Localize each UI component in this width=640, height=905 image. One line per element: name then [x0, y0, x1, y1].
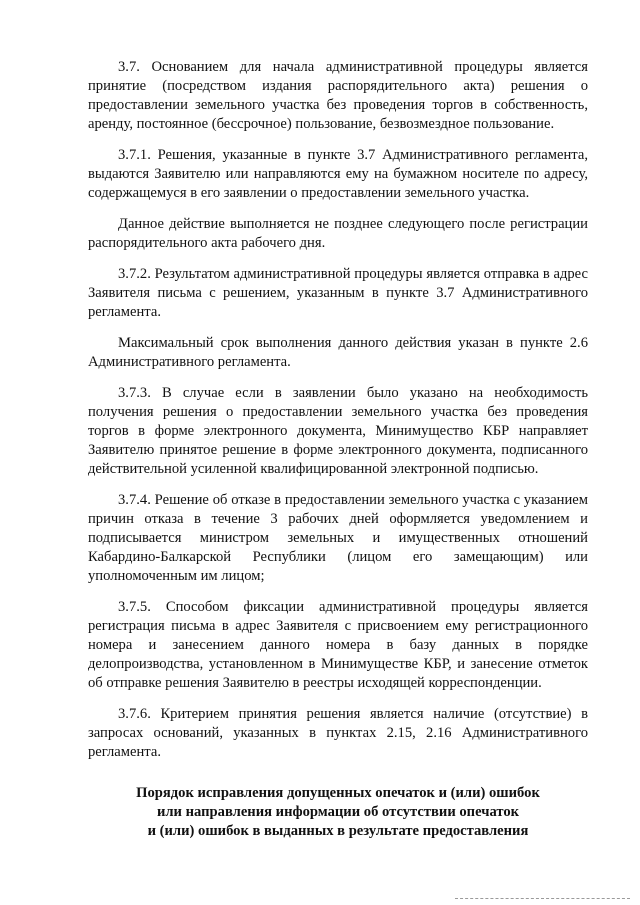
paragraph-action-deadline: Данное действие выполняется не позднее следующего после регистрации распорядительного акта рабочего дня. [88, 216, 588, 251]
paragraph-max-duration: Максимальный срок выполнения данного действия указан в пункте 2.6 Административного регламента. [88, 335, 588, 370]
document-page [88, 58, 588, 841]
scan-edge-line [455, 898, 630, 899]
heading-line: и (или) ошибок в выданных в результате предоставления [147, 823, 529, 839]
paragraph-3-7: 3.7. Основанием для начала административной процедуры является принятие (посредством издания распорядительного акта) решения о предоставлении земельного участка без проведения торгов в собственность, аренду, постоянное (бессрочное) пользование, безвозмездное пользование. [88, 59, 588, 132]
section-heading [88, 784, 588, 841]
paragraph-3-7-4: 3.7.4. Решение об отказе в предоставлении земельного участка с указанием причин отказа в течение 3 рабочих дней оформляется уведомлением и подписывается министром земельных и имущественных отношений Кабардино-Балкарской Республики (лицом его замещающим) или уполномоченным им лицом; [88, 492, 588, 584]
paragraph-3-7-2: 3.7.2. Результатом административной процедуры является отправка в адрес Заявителя письма с решением, указанным в пункте 3.7 Административного регламента. [88, 266, 588, 320]
paragraph-3-7-6: 3.7.6. Критерием принятия решения является наличие (отсутствие) в запросах оснований, указанных в пунктах 2.15, 2.16 Административного регламента. [88, 706, 588, 760]
paragraph-3-7-1: 3.7.1. Решения, указанные в пункте 3.7 Административного регламента, выдаются Заявителю или направляются ему на бумажном носителе по адресу, содержащемуся в его заявлении о предоставлении земельного участка. [88, 147, 588, 201]
paragraph-3-7-3: 3.7.3. В случае если в заявлении было указано на необходимость получения решения о предоставлении земельного участка без проведения торгов в форме электронного документа, Минимущество КБР направляет Заявителю принятое решение в форме электронного документа, подписанного действительной усиленной квалифицированной электронной подписью. [88, 385, 588, 477]
paragraph-3-7-5: 3.7.5. Способом фиксации административной процедуры является регистрация письма в адрес Заявителя с присвоением ему регистрационного номера и занесением данного номера в базу данных в порядке делопроизводства, установленном в Минимуществе КБР, и занесение отметок об отправке решения Заявителю в реестры исходящей корреспонденции. [88, 599, 588, 691]
heading-line: Порядок исправления допущенных опечаток и (или) ошибок [136, 785, 540, 801]
heading-line: или направления информации об отсутствии опечаток [156, 804, 520, 820]
